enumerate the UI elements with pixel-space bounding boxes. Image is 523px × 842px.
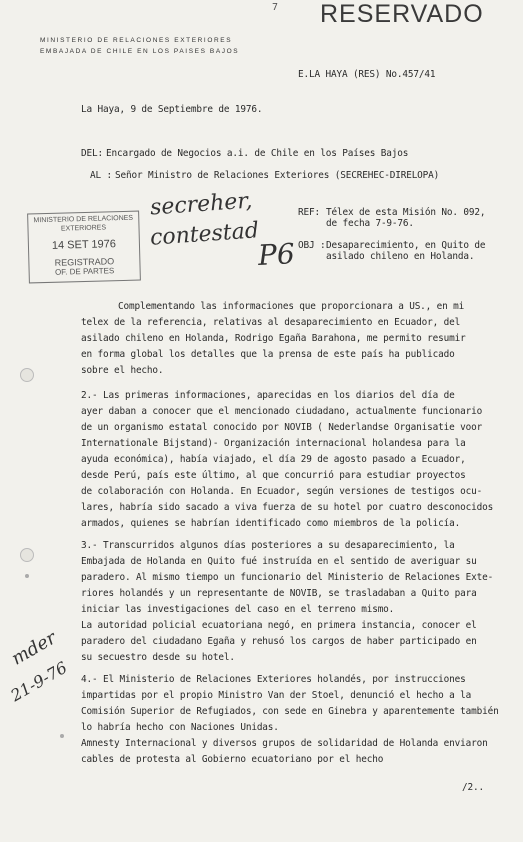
punch-hole-top [20,368,34,382]
p3-line-1: 3.- Transcurridos algunos días posteriores a su desaparecimiento, la [81,540,455,551]
obj-line-1: Desaparecimiento, en Quito de [326,240,486,251]
handwritten-note-2: contestad [149,218,260,251]
p1-line-5: sobre el hecho. [81,365,164,376]
ref-line-2: de fecha 7-9-76. [326,218,414,229]
registry-stamp [27,211,141,284]
margin-note-2: 21-9-76 [7,657,71,706]
p4-line-4: lo habría hecho con Naciones Unidas. [81,722,279,733]
p1-line-3: asilado chileno en Holanda, Rodrigo Egaña Barahona, me permito resumir [81,333,466,344]
handwritten-note-3: P6 [257,237,296,272]
p1-line-4: en forma global los detalles que la prensa de este país ha publicado [81,349,455,360]
page-continuation: /2.. [462,782,484,793]
stamp-date: 14 SET 1976 [51,238,117,252]
ref-label: REF: [298,207,320,218]
p4-line-6: cables de protesta al Gobierno ecuatoriano por el hecho [81,754,384,765]
handwritten-note-1: secreher, [149,188,254,221]
p1-line-2: telex de la referencia, relativas al desaparecimiento en Ecuador, del [81,317,461,328]
from-label: DEL: [81,148,103,159]
p3-line-6: La autoridad policial ecuatoriana negó, en primera instancia, conocer el [81,620,477,631]
p2-line-8: lares, habría sido sacado a viva fuerza de su hotel por cuatro desconocidos [81,502,494,513]
p2-line-9: armados, quienes se habrían identificado como miembros de la policía. [81,518,461,529]
p2-line-1: 2.- Las primeras informaciones, aparecidas en los diarios del día de [81,390,455,401]
margin-dot [25,574,29,578]
p2-line-2: ayer daban a conocer que el mencionado ciudadano, actualmente funcionario [81,406,483,417]
p2-line-3: de un organismo estatal conocido por NOVIB ( Nederlandse Organisatie voor [81,422,483,433]
p4-line-3: Comisión Superior de Refugiados, con sede en Ginebra y aparentemente también [81,706,499,717]
stamp-oficina: OF. DE PARTES [54,266,115,277]
embassy-letterhead: EMBAJADA DE CHILE EN LOS PAISES BAJOS [40,48,240,55]
obj-label: OBJ : [298,240,326,251]
p3-line-7: paradero del ciudadano Egaña y rehusó los cargos de haber participado en [81,636,477,647]
reference-number: E.LA HAYA (RES) No.457/41 [298,69,436,80]
p2-line-5: ayuda económica), había viajado, el día 29 de agosto pasado a Ecuador, [81,454,466,465]
bullet-dot [60,734,64,738]
p4-line-2: impartidas por el propio Ministro Van der Stoel, denunció el hecho a la [81,690,472,701]
classification-stamp: RESERVADO [320,0,484,28]
p3-line-2: Embajada de Holanda en Quito fué instruída en el sentido de averiguar su [81,556,477,567]
p1-line-1: Complementando las informaciones que proporcionara a US., en mi [118,301,465,312]
to-text: Señor Ministro de Relaciones Exteriores (SECREHEC-DIRELOPA) [115,170,440,181]
stamp-registrado: REGISTRADO [54,256,115,268]
p2-line-7: de colaboración con Holanda. En Ecuador, según versiones de testigos ocu- [81,486,483,497]
p2-line-6: desde Perú, país este último, al que concurrió para estudiar proyectos [81,470,466,481]
p3-line-4: riores holandés y un representante de NOVIB, se trasladaban a Quito para [81,588,477,599]
p3-line-8: su secuestro desde su hotel. [81,652,235,663]
to-label: AL : [90,170,112,181]
p4-line-1: 4.- El Ministerio de Relaciones Exteriores holandés, por instrucciones [81,674,466,685]
p2-line-4: Internationale Bijstand)- Organización internacional holandesa para la [81,438,466,449]
from-text: Encargado de Negocios a.i. de Chile en los Países Bajos [106,148,409,159]
top-mark: 7 [272,2,279,13]
stamp-ministry: MINISTERIO DE RELACIONES [33,214,134,225]
p3-line-5: iniciar las investigaciones del caso en el terreno mismo. [81,604,395,615]
punch-hole-bottom [20,548,34,562]
p4-line-5: Amnesty Internacional y diversos grupos de solidaridad de Holanda enviaron [81,738,488,749]
margin-note-1: mder [7,627,60,670]
p3-line-3: paradero. Al mismo tiempo un funcionario del Ministerio de Relaciones Exte- [81,572,494,583]
obj-line-2: asilado chileno en Holanda. [326,251,475,262]
ref-line-1: Télex de esta Misión No. 092, [326,207,486,218]
stamp-exteriores: EXTERIORES [60,224,107,233]
place-date: La Haya, 9 de Septiembre de 1976. [81,104,263,115]
ministry-letterhead: MINISTERIO DE RELACIONES EXTERIORES [40,37,233,44]
